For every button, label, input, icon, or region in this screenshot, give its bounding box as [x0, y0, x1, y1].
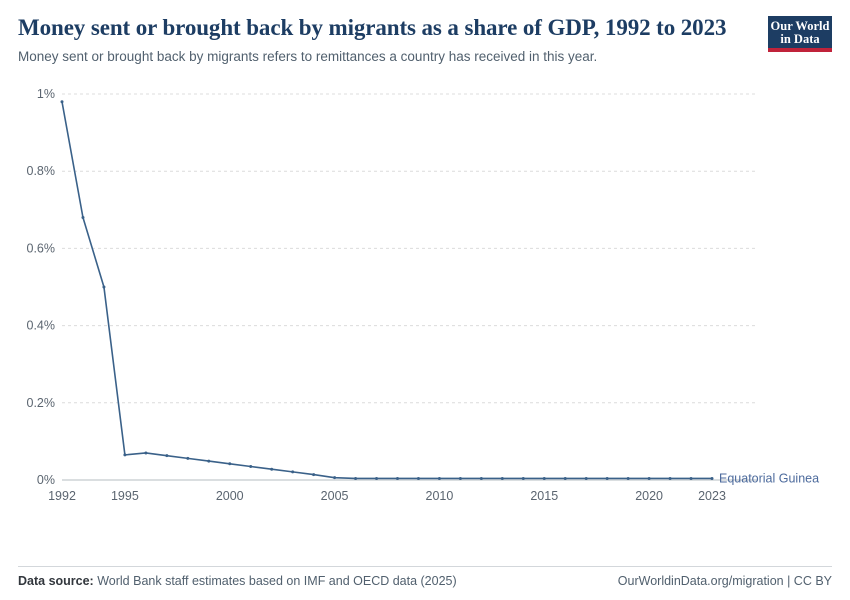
data-point — [480, 477, 483, 480]
data-point — [354, 477, 357, 480]
data-point — [690, 477, 693, 480]
x-axis-tick-label: 1995 — [110, 489, 139, 504]
data-point — [270, 468, 273, 471]
data-point — [207, 460, 210, 463]
data-point — [312, 473, 315, 476]
data-point — [228, 463, 231, 466]
data-point — [249, 465, 252, 468]
data-point — [501, 477, 504, 480]
x-axis-tick-label: 2023 — [698, 489, 726, 504]
y-axis-tick-label: 0.6% — [26, 241, 55, 256]
y-axis-tick-label: 0.8% — [26, 164, 55, 179]
data-point — [165, 454, 168, 457]
data-point — [711, 477, 714, 480]
data-point — [585, 477, 588, 480]
attribution-link[interactable]: OurWorldinData.org/migration | CC BY — [617, 574, 832, 588]
x-axis-tick-label: 2000 — [215, 489, 244, 504]
series-label-equatorial-guinea[interactable]: Equatorial Guinea — [719, 471, 820, 486]
y-axis-tick-label: 1% — [36, 87, 55, 102]
data-point — [291, 471, 294, 474]
x-axis-tick-label: 2005 — [320, 489, 349, 504]
logo-line-1: Our World — [770, 19, 830, 33]
y-axis-tick-label: 0.4% — [26, 318, 55, 333]
plot-area — [18, 82, 832, 522]
series-line — [62, 102, 712, 479]
data-point — [669, 477, 672, 480]
x-axis-tick-label: 2010 — [425, 489, 454, 504]
owid-logo[interactable] — [768, 16, 832, 52]
x-axis-tick-label: 1992 — [48, 489, 76, 504]
data-point — [375, 477, 378, 480]
y-axis-tick-label: 0.2% — [26, 396, 55, 411]
data-point — [81, 216, 84, 219]
data-point — [61, 100, 64, 103]
data-point — [144, 452, 147, 455]
data-point — [102, 286, 105, 289]
data-point — [627, 477, 630, 480]
data-point — [123, 454, 126, 457]
data-point — [522, 477, 525, 480]
data-point — [438, 477, 441, 480]
chart-header — [18, 14, 832, 66]
y-axis-tick-label: 0% — [36, 473, 55, 488]
data-point — [564, 477, 567, 480]
data-point — [543, 477, 546, 480]
data-source — [18, 574, 457, 588]
x-axis-tick-label: 2020 — [635, 489, 664, 504]
data-point — [333, 476, 336, 479]
logo-line-2: in Data — [780, 32, 820, 47]
chart-footer — [18, 566, 832, 588]
data-point — [606, 477, 609, 480]
data-point — [417, 477, 420, 480]
data-source-label: Data source: — [18, 574, 94, 588]
data-point — [459, 477, 462, 480]
chart-subtitle: Money sent or brought back by migrants refers to remittances a country has received in this year. — [18, 49, 598, 65]
data-point — [186, 457, 189, 460]
data-source-text: World Bank staff estimates based on IMF and OECD data (2025) — [97, 574, 457, 588]
data-point — [396, 477, 399, 480]
page-title: Money sent or brought back by migrants as a share of GDP, 1992 to 2023 — [18, 15, 727, 40]
line-chart-svg — [18, 82, 832, 522]
data-point — [648, 477, 651, 480]
x-axis-tick-label: 2015 — [530, 489, 559, 504]
